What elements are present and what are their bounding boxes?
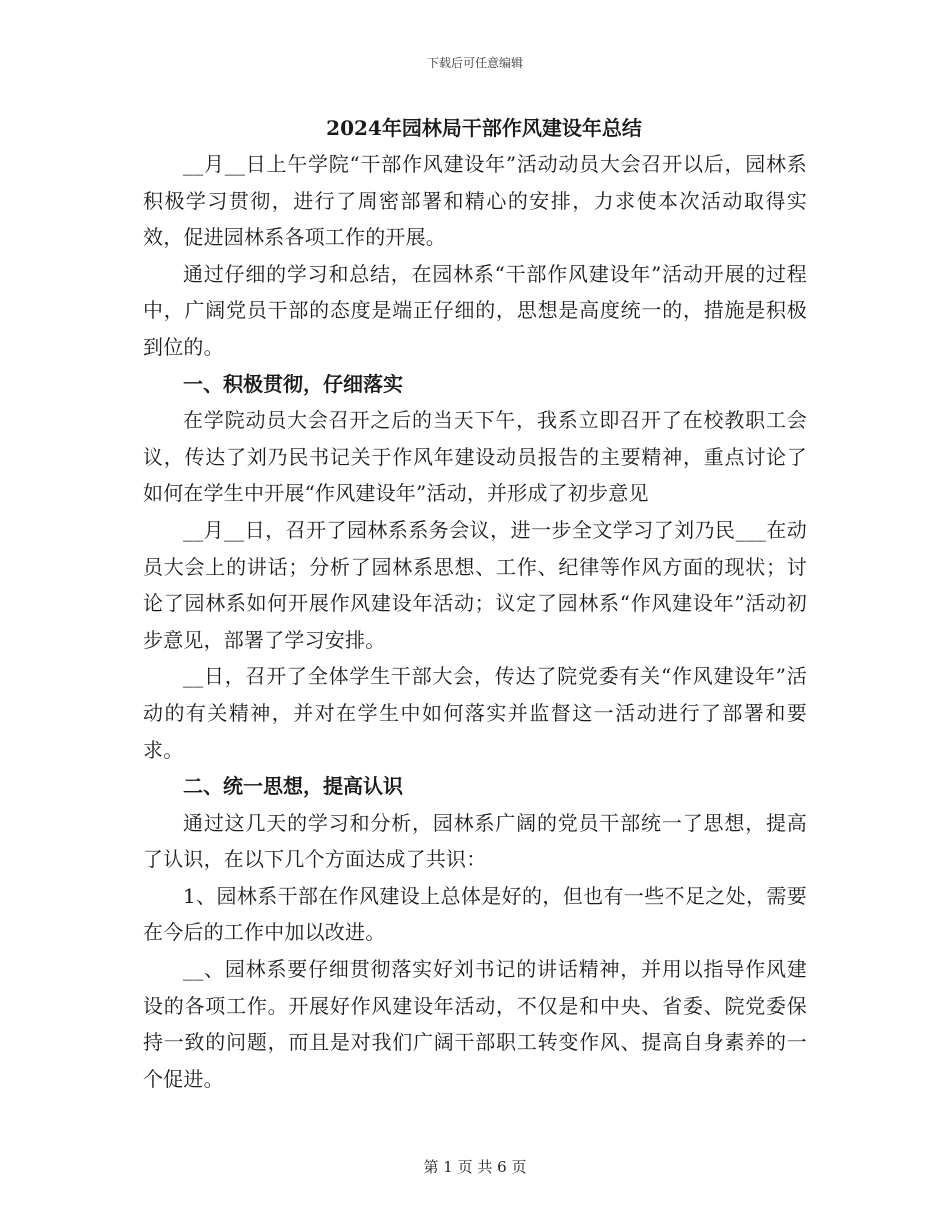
paragraph-section2-c: __、园林系要仔细贯彻落实好刘书记的讲话精神，并用以指导作风建设的各项工作。开展好作风建设年活动，不仅是和中央、省委、院党委保持一致的问题，而且是对我们广阔干部职工转变作风、提高自身素养的一个促进。 <box>143 957 807 1091</box>
paragraph-section1-c: __日，召开了全体学生干部大会，传达了院党委有关“作风建设年”活动的有关精神，并对在学生中如何落实并监督这一活动进行了部署和要求。 <box>143 664 807 762</box>
page-header-note: 下载后可任意编辑 <box>426 56 523 70</box>
page-number: 第 1 页 共 6 页 <box>423 1158 527 1176</box>
section-heading-2: 二、统一思想，提高认识 <box>183 774 403 799</box>
section-heading-1: 一、积极贯彻，仔细落实 <box>183 371 403 396</box>
paragraph-section1-b: __月__日，召开了园林系系务会议，进一步全文学习了刘乃民___在动员大会上的讲话；分析了园林系思想、工作、纪律等作风方面的现状；讨论了园林系如何开展作风建设年活动；议定了园林系“作风建设年”活动初步意见，部署了学习安排。 <box>143 517 807 652</box>
paragraph-section2-b: 1、园林系干部在作风建设上总体是好的，但也有一些不足之处，需要在今后的工作中加以改进。 <box>143 883 807 945</box>
paragraph-section1-a: 在学院动员大会召开之后的当天下午，我系立即召开了在校教职工会议，传达了刘乃民书记关于作风年建设动员报告的主要精神，重点讨论了如何在学生中开展“作风建设年”活动，并形成了初步意见 <box>143 408 807 506</box>
paragraph-summary: 通过仔细的学习和总结，在园林系“干部作风建设年”活动开展的过程中，广阔党员干部的态度是端正仔细的，思想是高度统一的，措施是积极到位的。 <box>143 261 807 359</box>
paragraph-intro: __月__日上午学院“干部作风建设年”活动动员大会召开以后，园林系积极学习贯彻，进行了周密部署和精心的安排，力求使本次活动取得实效，促进园林系各项工作的开展。 <box>143 152 807 250</box>
paragraph-section2-a: 通过这几天的学习和分析，园林系广阔的党员干部统一了思想，提高了认识，在以下几个方面达成了共识： <box>143 810 807 872</box>
document-title: 2024年园林局干部作风建设年总结 <box>326 116 642 140</box>
document-body <box>143 110 807 1097</box>
